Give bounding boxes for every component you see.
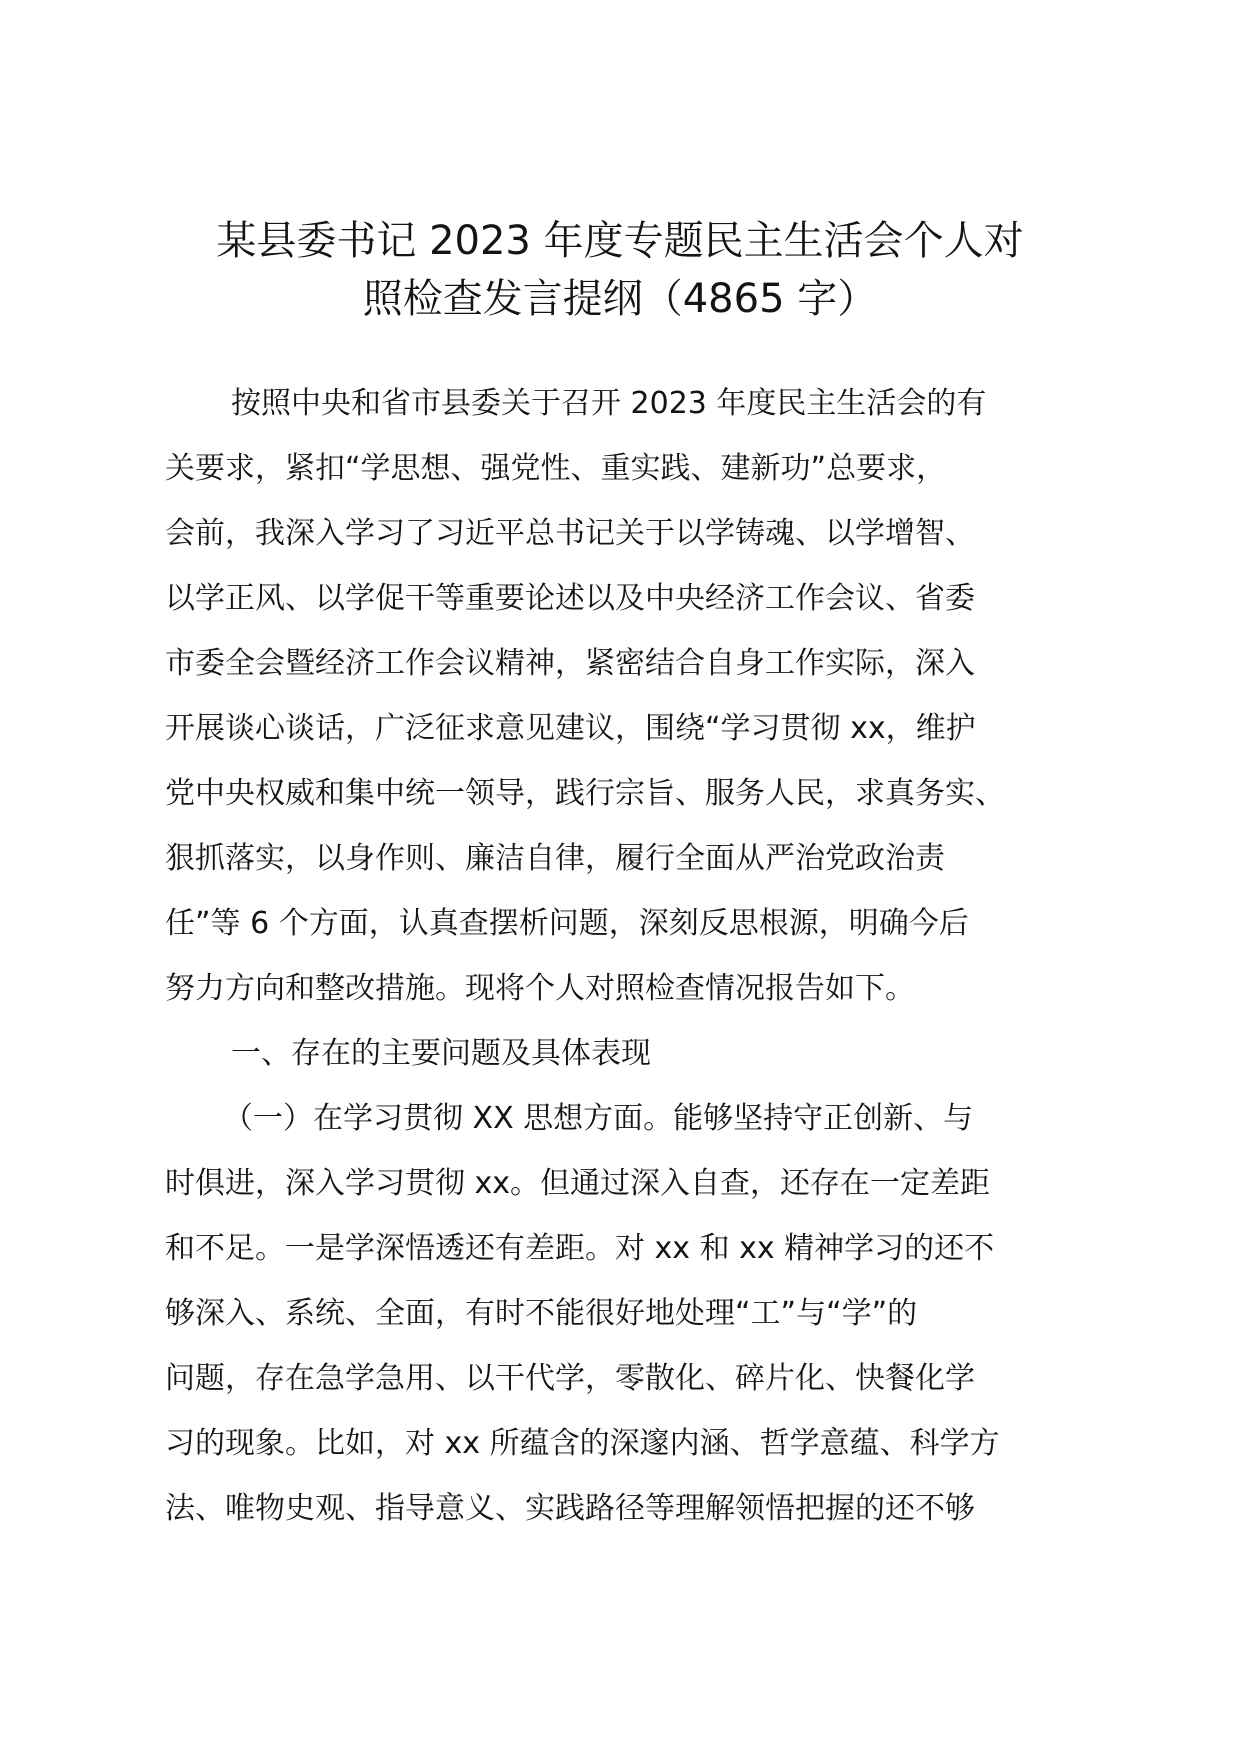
paragraph-line: 时俱进，深入学习贯彻 xx。但通过深入自查，还存在一定差距: [165, 1166, 991, 1201]
paragraph-line: 按照中央和省市县委关于召开 2023 年度民主生活会的有: [231, 386, 987, 421]
paragraph-line: 狠抓落实，以身作则、廉洁自律，履行全面从严治党政治责: [165, 841, 945, 876]
title-line-2: 照检查发言提纲（4865 字）: [362, 276, 878, 322]
paragraph-line: 党中央权威和集中统一领导，践行宗旨、服务人民，求真务实、: [165, 776, 1005, 811]
paragraph-line: 任”等 6 个方面，认真查摆析问题，深刻反思根源，明确今后: [165, 906, 969, 941]
paragraph-line: 市委全会暨经济工作会议精神，紧密结合自身工作实际，深入: [165, 646, 975, 681]
paragraph-line: （一）在学习贯彻 XX 思想方面。能够坚持守正创新、与: [223, 1101, 974, 1136]
paragraph-line: 开展谈心谈话，广泛征求意见建议，围绕“学习贯彻 xx，维护: [165, 711, 976, 746]
paragraph-line: 够深入、系统、全面，有时不能很好地处理“工”与“学”的: [165, 1296, 918, 1331]
paragraph-line: 关要求，紧扣“学思想、强党性、重实践、建新功”总要求，: [165, 451, 947, 486]
paragraph-line: 会前，我深入学习了习近平总书记关于以学铸魂、以学增智、: [165, 516, 975, 551]
document-title: [150, 212, 1090, 328]
document-body: [165, 371, 1085, 1541]
paragraph-line: 努力方向和整改措施。现将个人对照检查情况报告如下。: [165, 971, 915, 1006]
section-heading: 一、存在的主要问题及具体表现: [231, 1036, 651, 1071]
paragraph-line: 以学正风、以学促干等重要论述以及中央经济工作会议、省委: [165, 581, 975, 616]
paragraph-line: 问题，存在急学急用、以干代学，零散化、碎片化、快餐化学: [165, 1361, 975, 1396]
paragraph-line: 习的现象。比如，对 xx 所蕴含的深邃内涵、哲学意蕴、科学方: [165, 1426, 1000, 1461]
paragraph-line: 法、唯物史观、指导意义、实践路径等理解领悟把握的还不够: [165, 1491, 975, 1526]
paragraph-line: 和不足。一是学深悟透还有差距。对 xx 和 xx 精神学习的还不: [165, 1231, 995, 1266]
title-line-1: 某县委书记 2023 年度专题民主生活会个人对: [216, 218, 1024, 264]
